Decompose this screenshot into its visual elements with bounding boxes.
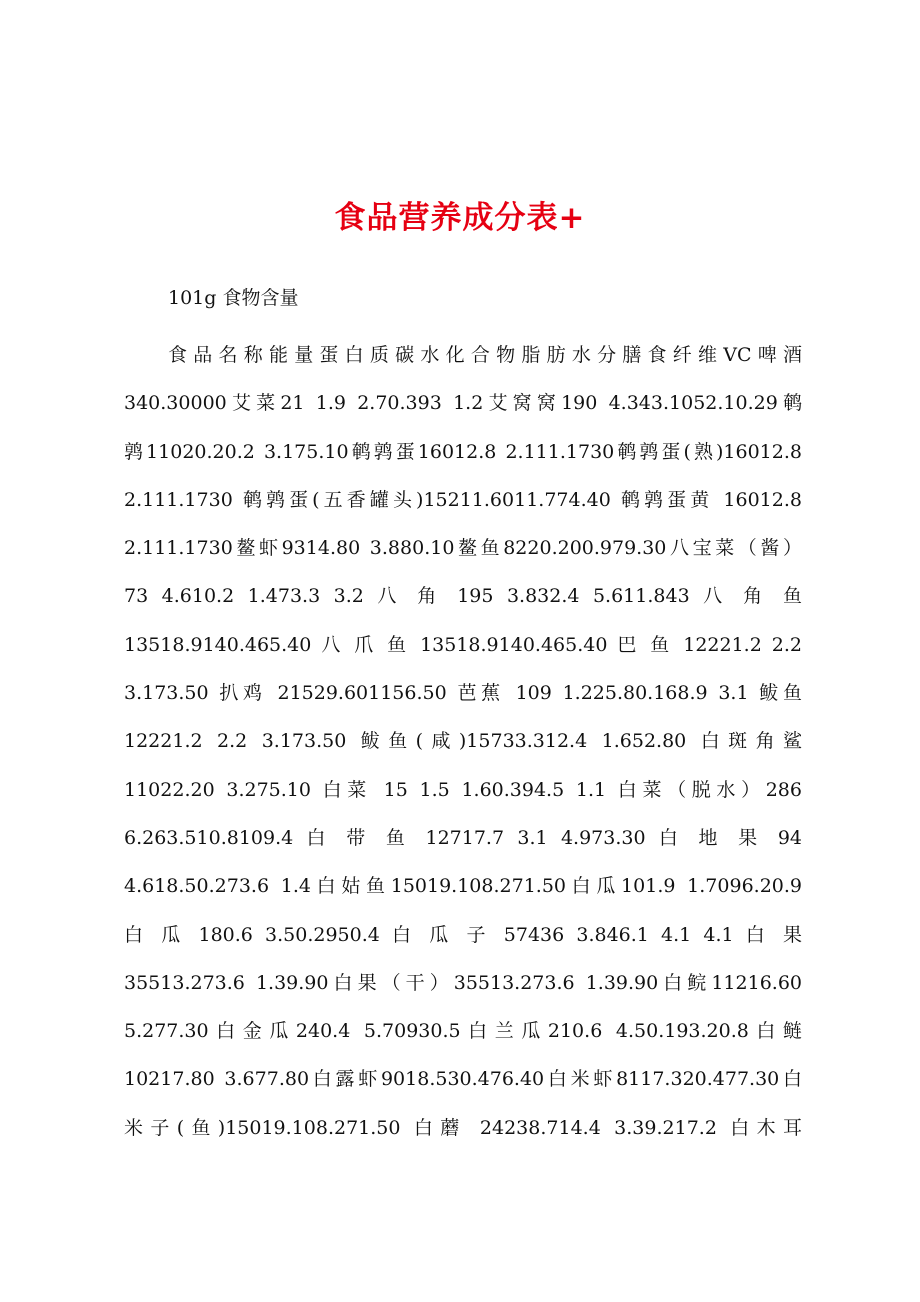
- paragraph-line: 5.277.30白金瓜240.4 5.70930.5白兰瓜210.6 4.50.193.20.8白鲢: [124, 1020, 802, 1043]
- paragraph-line: 白 瓜 180.6 3.50.2950.4 白 瓜 子 57436 3.846.1 4.1 4.1 白 果: [124, 923, 802, 946]
- paragraph-line: 米子(鱼)15019.108.271.50 白蘑 24238.714.4 3.39.217.2 白木耳: [124, 1116, 802, 1139]
- paragraph-line: 35513.273.6 1.39.90白果（干）35513.273.6 1.39.90白鲩11216.60: [124, 971, 802, 994]
- document-title: 食品营养成分表+: [334, 200, 586, 236]
- paragraph-line: 73 4.610.2 1.473.3 3.2 八 角 195 3.832.4 5.611.843 八 角 鱼: [124, 585, 802, 608]
- paragraph-line: 2.111.1730 鹌鹑蛋(五香罐头)15211.6011.774.40 鹌鹑蛋黄 16012.8: [124, 488, 802, 511]
- paragraph-line: 2.111.1730鳌虾9314.80 3.880.10鳌鱼8220.200.979.30八宝菜（酱）: [124, 537, 802, 560]
- paragraph-line: 食品名称能量蛋白质碳水化合物脂肪水分膳食纤维VC啤酒: [168, 344, 802, 366]
- paragraph-line: 10217.80 3.677.80白露虾9018.530.476.40白米虾8117.320.477.30白: [124, 1068, 802, 1091]
- paragraph-line: 13518.9140.465.40 八 爪 鱼 13518.9140.465.40 巴 鱼 12221.2 2.2: [124, 633, 802, 656]
- paragraph-line: 11022.20 3.275.10 白菜 15 1.5 1.60.394.5 1.1 白菜（脱水）286: [124, 778, 802, 801]
- body-paragraph: [124, 331, 802, 1152]
- paragraph-line: 4.618.50.273.6 1.4白姑鱼15019.108.271.50白瓜101.9 1.7096.20.9: [124, 875, 802, 898]
- paragraph-line: 3.173.50 扒鸡 21529.601156.50 芭蕉 109 1.225.80.168.9 3.1 鲅鱼: [124, 682, 802, 705]
- subheading: 101g 食物含量: [168, 287, 299, 309]
- paragraph-line: 鹑11020.20.2 3.175.10鹌鹑蛋16012.8 2.111.1730鹌鹑蛋(熟)16012.8: [124, 440, 802, 463]
- paragraph-line: 340.30000艾菜21 1.9 2.70.393 1.2艾窝窝190 4.343.1052.10.29鹌: [124, 392, 802, 415]
- paragraph-line: 6.263.510.8109.4 白 带 鱼 12717.7 3.1 4.973.30 白 地 果 94: [124, 826, 802, 849]
- paragraph-line: 12221.2 2.2 3.173.50 鲅鱼(咸)15733.312.4 1.652.80 白斑角鲨: [124, 730, 802, 753]
